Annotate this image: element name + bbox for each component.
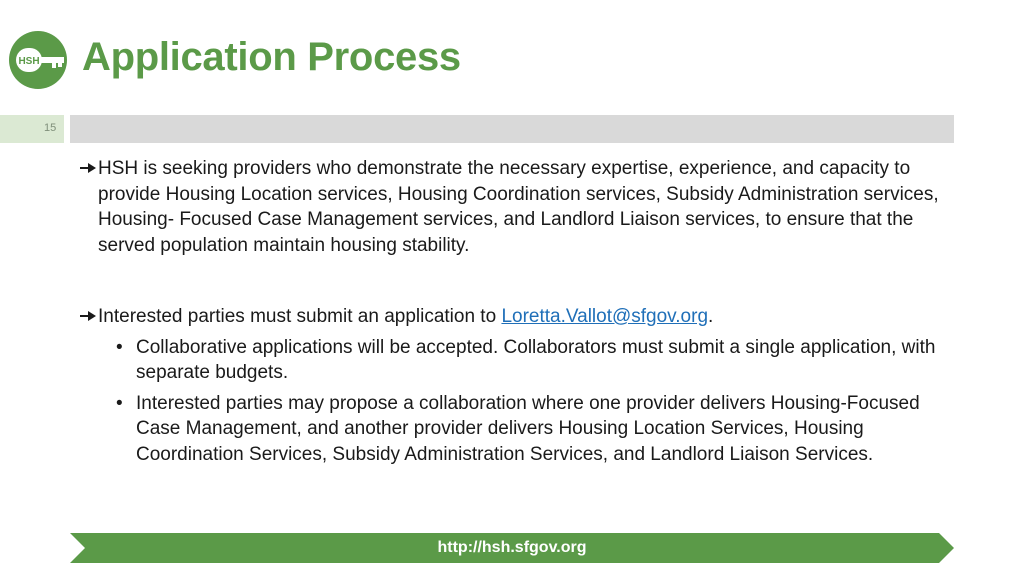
sub-bullet-list (98, 335, 958, 468)
sub-bullet-item-2 (116, 391, 958, 468)
arrow-bullet-icon (78, 156, 98, 181)
slide-content (78, 156, 958, 472)
bullet-item-2 (78, 304, 958, 467)
footer-url[interactable]: http://hsh.sfgov.org (437, 539, 587, 556)
sub-bullet-item-1-text: Collaborative applications will be accepted. Collaborators must submit a single application, with separate budgets. (136, 336, 936, 383)
email-link[interactable]: Loretta.Vallot@sfgov.org (501, 306, 709, 327)
bullet-dot-icon: • (116, 336, 123, 358)
hsh-logo (8, 30, 68, 90)
bullet-dot-icon: • (116, 392, 123, 414)
slide-title: Application Process (82, 35, 461, 79)
page-number: 15 (44, 122, 57, 134)
header-bar (70, 115, 954, 143)
logo-text: HSH (18, 56, 40, 67)
bullet-item-1-text: HSH is seeking providers who demonstrate the necessary expertise, experience, and capacity to provide Housing Location services, Housing Coordination services, Subsidy Administration services, Housing- Focused Case Management services, and Landlord Liaison services, to ensure that the served population maintain housing stability. (98, 158, 939, 256)
bullet-item-2-text-after: . (708, 306, 714, 327)
bullet-item-1 (78, 156, 958, 258)
arrow-bullet-icon (78, 304, 98, 329)
footer-banner (70, 533, 954, 563)
sub-bullet-item-2-text: Interested parties may propose a collaboration where one provider delivers Housing-Focused Case Management, and another provider delivers Housing Location Services, Housing Coordination Services, Subsidy Administration Services, and Landlord Liaison Services. (136, 392, 920, 465)
bullet-item-2-text-before: Interested parties must submit an application to (98, 306, 502, 327)
sub-bullet-item-1 (116, 335, 958, 386)
